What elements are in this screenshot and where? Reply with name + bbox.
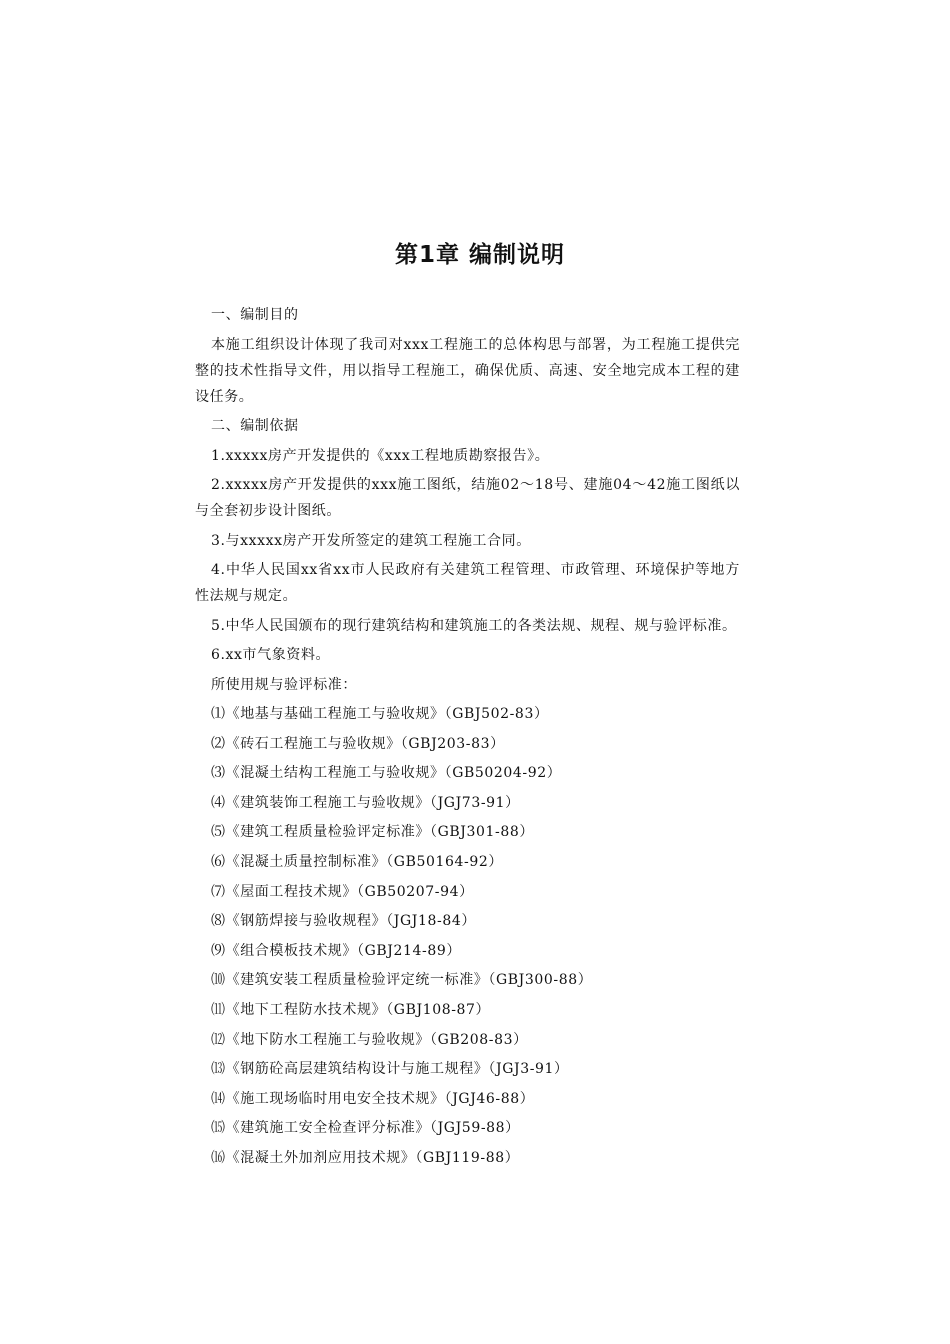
basis-item-1: 1.xxxxx房产开发提供的《xxx工程地质勘察报告》。 [211,447,550,464]
standard-item: ⑽《建筑安装工程质量检验评定统一标准》（GBJ300-88） [211,972,593,989]
standard-item: ⑻《钢筋焊接与验收规程》（JGJ18-84） [211,913,476,930]
basis-item-4: 4.中华人民国xx省xx市人民政府有关建筑工程管理、市政管理、环境保护等地方性法规与规定。 [195,562,740,604]
purpose-paragraph: 本施工组织设计体现了我司对xxx工程施工的总体构思与部署，为工程施工提供完整的技术性指导文件，用以指导工程施工，确保优质、高速、安全地完成本工程的建设任务。 [195,336,740,405]
standard-item: ⑵《砖石工程施工与验收规》（GBJ203-83） [211,735,505,752]
standards-list [195,701,740,1175]
standard-item: ⒃《混凝土外加剂应用技术规》（GBJ119-88） [211,1149,520,1166]
standards-heading: 所使用规与验评标准： [211,676,357,693]
section-heading-purpose: 一、编制目的 [211,307,299,323]
basis-item-2: 2.xxxxx房产开发提供的xxx施工图纸，结施02～18号、建施04～42施工图纸以与全套初步设计图纸。 [195,477,740,519]
chapter-title: 第1章 编制说明 [394,242,565,268]
basis-item-3: 3.与xxxxx房产开发所签定的建筑工程施工合同。 [211,532,531,549]
standard-item: ⑷《建筑装饰工程施工与验收规》（JGJ73-91） [211,794,520,811]
document-body [195,302,740,1175]
standard-item: ⑸《建筑工程质量检验评定标准》（GBJ301-88） [211,824,534,841]
basis-item-6: 6.xx市气象资料。 [211,647,331,663]
standard-item: ⒀《钢筋砼高层建筑结构设计与施工规程》（JGJ3-91） [211,1061,569,1078]
standard-item: ⑺《屋面工程技术规》（GB50207-94） [211,883,474,900]
standard-item: ⒂《建筑施工安全检查评分标准》（JGJ59-88） [211,1120,520,1137]
basis-item-5: 5.中华人民国颁布的现行建筑结构和建筑施工的各类法规、规程、规与验评标准。 [211,617,737,634]
standard-item: ⑶《混凝土结构工程施工与验收规》（GB50204-92） [211,765,562,782]
section-heading-basis: 二、编制依据 [211,418,299,434]
standard-item: ⑿《地下防水工程施工与验收规》（GB208-83） [211,1031,528,1048]
standard-item: ⑾《地下工程防水技术规》（GBJ108-87） [211,1001,491,1018]
standard-item: ⑴《地基与基础工程施工与验收规》（GBJ502-83） [211,706,549,722]
standard-item: ⑹《混凝土质量控制标准》（GB50164-92） [211,853,503,870]
standard-item: ⒁《施工现场临时用电安全技术规》（JGJ46-88） [211,1090,535,1107]
standard-item: ⑼《组合模板技术规》（GBJ214-89） [211,942,461,959]
